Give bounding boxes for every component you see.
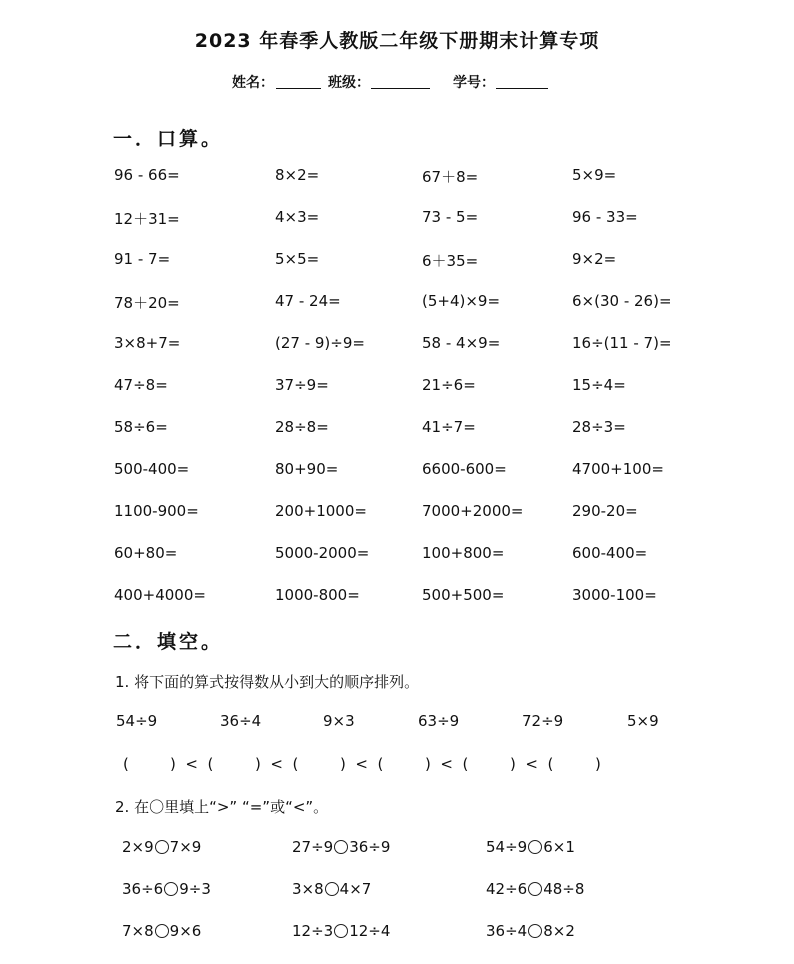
oral-problem: 67＋8=	[422, 168, 479, 186]
oral-problem: (27 - 9)÷9=	[275, 334, 365, 352]
order-paren[interactable]: ) < (	[425, 755, 469, 773]
compare-right: 9×6	[169, 922, 202, 940]
id-label: 学号：	[453, 75, 495, 91]
oral-problem: 78＋20=	[114, 294, 180, 312]
oral-problem: 58÷6=	[114, 418, 168, 436]
oral-problem: 60+80=	[114, 544, 178, 562]
compare-item	[486, 880, 584, 898]
order-paren[interactable]: ) < (	[170, 755, 214, 773]
compare-item	[292, 922, 390, 940]
oral-problem: 7000+2000=	[422, 502, 524, 520]
compare-circle-icon[interactable]	[334, 924, 348, 938]
oral-problem: 47÷8=	[114, 376, 168, 394]
oral-problem: 4×3=	[275, 208, 320, 226]
order-paren[interactable]: ) < (	[340, 755, 384, 773]
oral-problem: 100+800=	[422, 544, 505, 562]
oral-problem: 15÷4=	[572, 376, 626, 394]
compare-item	[292, 880, 371, 898]
name-label: 姓名：	[232, 75, 274, 91]
compare-item	[122, 880, 211, 898]
oral-problem: 3000-100=	[572, 586, 657, 604]
compare-left: 36÷6	[122, 880, 164, 898]
oral-problem: 3×8+7=	[114, 334, 181, 352]
compare-left: 2×9	[122, 838, 154, 856]
compare-item	[122, 838, 201, 856]
sequence-item: 54÷9	[116, 712, 158, 730]
oral-problem: 80+90=	[275, 460, 339, 478]
sequence-item: 63÷9	[418, 712, 460, 730]
order-paren[interactable]: (	[123, 755, 129, 773]
question-1: 1. 将下面的算式按得数从小到大的顺序排列。	[115, 673, 420, 691]
oral-problem: 6×(30 - 26)=	[572, 292, 672, 310]
order-paren[interactable]: ) < (	[510, 755, 554, 773]
oral-problem: 37÷9=	[275, 376, 329, 394]
id-blank[interactable]	[496, 74, 548, 89]
compare-circle-icon[interactable]	[164, 882, 178, 896]
oral-problem: 500-400=	[114, 460, 190, 478]
sequence-item: 5×9	[627, 712, 659, 730]
compare-right: 12÷4	[349, 922, 391, 940]
compare-circle-icon[interactable]	[155, 924, 169, 938]
compare-right: 48÷8	[543, 880, 585, 898]
compare-right: 6×1	[543, 838, 575, 856]
compare-circle-icon[interactable]	[528, 840, 542, 854]
oral-problem: 5000-2000=	[275, 544, 370, 562]
oral-problem: 96 - 33=	[572, 208, 638, 226]
class-blank[interactable]	[371, 74, 430, 89]
compare-circle-icon[interactable]	[334, 840, 348, 854]
oral-problem: 41÷7=	[422, 418, 476, 436]
oral-problem: 12＋31=	[114, 210, 180, 228]
compare-left: 42÷6	[486, 880, 528, 898]
oral-problem: 290-20=	[572, 502, 638, 520]
compare-right: 4×7	[339, 880, 372, 898]
oral-problem: (5+4)×9=	[422, 292, 501, 310]
compare-right: 7×9	[169, 838, 202, 856]
oral-problem: 4700+100=	[572, 460, 664, 478]
compare-circle-icon[interactable]	[155, 840, 169, 854]
name-blank[interactable]	[276, 74, 321, 89]
oral-problem: 21÷6=	[422, 376, 476, 394]
compare-item	[486, 838, 575, 856]
oral-problem: 91 - 7=	[114, 250, 171, 268]
oral-problem: 1100-900=	[114, 502, 199, 520]
sequence-item: 72÷9	[522, 712, 564, 730]
compare-item	[292, 838, 390, 856]
oral-problem: 5×5=	[275, 250, 320, 268]
question-2: 2. 在〇里填上“>” “=”或“<”。	[115, 798, 329, 816]
oral-problem: 28÷8=	[275, 418, 329, 436]
oral-problem: 6600-600=	[422, 460, 507, 478]
compare-left: 36÷4	[486, 922, 528, 940]
compare-item	[486, 922, 575, 940]
oral-problem: 28÷3=	[572, 418, 626, 436]
compare-circle-icon[interactable]	[528, 924, 542, 938]
oral-problem: 600-400=	[572, 544, 648, 562]
oral-problem: 73 - 5=	[422, 208, 479, 226]
oral-problem: 500+500=	[422, 586, 505, 604]
compare-circle-icon[interactable]	[325, 882, 339, 896]
class-label: 班级：	[328, 75, 370, 91]
oral-problem: 47 - 24=	[275, 292, 341, 310]
oral-problem: 5×9=	[572, 166, 617, 184]
oral-problem: 16÷(11 - 7)=	[572, 334, 672, 352]
sequence-item: 36÷4	[220, 712, 262, 730]
compare-left: 3×8	[292, 880, 324, 898]
oral-problem: 1000-800=	[275, 586, 360, 604]
order-paren[interactable]: ) < (	[255, 755, 299, 773]
compare-right: 9÷3	[179, 880, 211, 898]
compare-right: 8×2	[543, 922, 575, 940]
compare-circle-icon[interactable]	[528, 882, 542, 896]
oral-problem: 6＋35=	[422, 252, 479, 270]
section-title-fill: 二．填空。	[113, 631, 224, 653]
sequence-item: 9×3	[323, 712, 355, 730]
oral-problem: 96 - 66=	[114, 166, 180, 184]
oral-problem: 200+1000=	[275, 502, 367, 520]
page-title: 2023 年春季人教版二年级下册期末计算专项	[194, 30, 600, 52]
compare-left: 54÷9	[486, 838, 528, 856]
compare-item	[122, 922, 201, 940]
compare-left: 12÷3	[292, 922, 334, 940]
compare-left: 7×8	[122, 922, 154, 940]
oral-problem: 9×2=	[572, 250, 617, 268]
section-title-oral: 一．口算。	[113, 128, 224, 150]
compare-right: 36÷9	[349, 838, 391, 856]
oral-problem: 8×2=	[275, 166, 320, 184]
oral-problem: 58 - 4×9=	[422, 334, 501, 352]
order-paren[interactable]: )	[595, 755, 601, 773]
oral-problem: 400+4000=	[114, 586, 206, 604]
compare-left: 27÷9	[292, 838, 334, 856]
